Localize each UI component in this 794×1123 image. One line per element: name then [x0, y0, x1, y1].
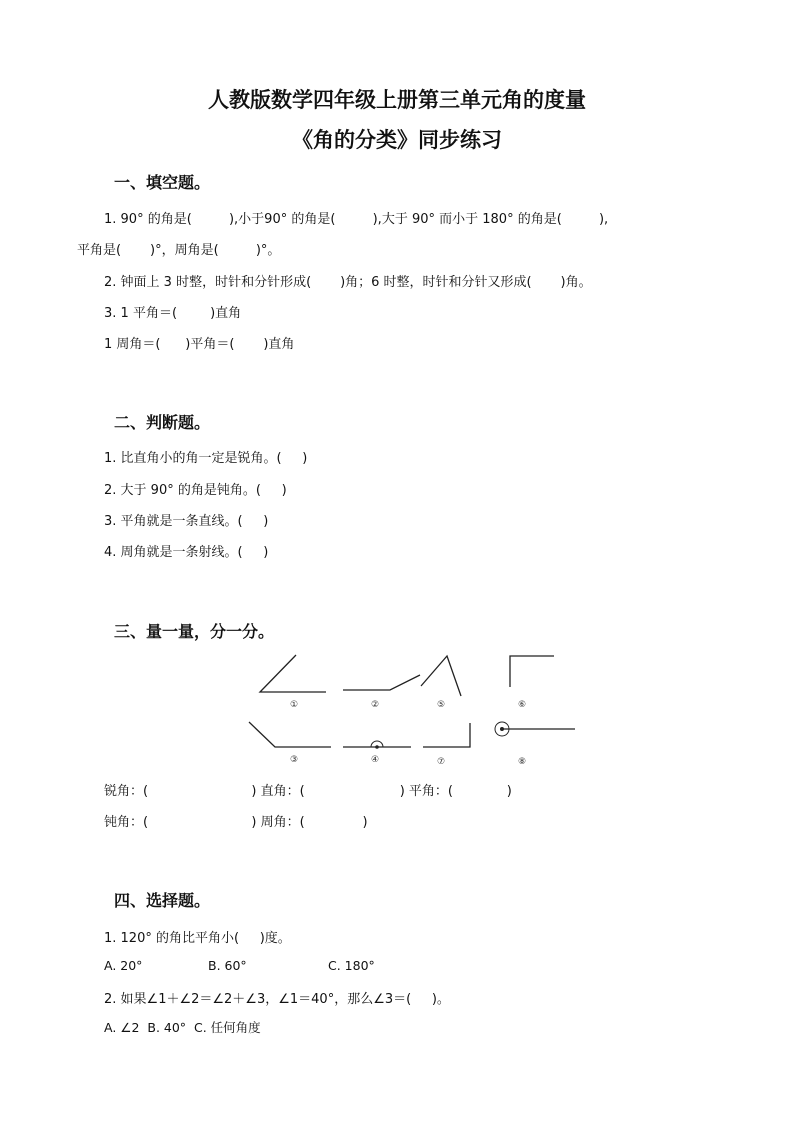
judge-item-4: 4. 周角就是一条射线。( ): [104, 545, 269, 560]
label-6: ⑥: [517, 700, 527, 710]
title-line-2: 《角的分类》同步练习: [292, 127, 502, 152]
angle-4-vertex: [375, 745, 379, 749]
label-5: ⑤: [436, 700, 446, 710]
judge-item-2: 2. 大于 90° 的角是钝角。( ): [104, 483, 287, 498]
choice-q1-option-a: A. 20°: [104, 958, 143, 973]
fill-q1-line2: 平角是( )°，周角是( )°。: [77, 243, 281, 258]
angle-8-vertex: [500, 727, 504, 731]
fill-q2: 2. 钟面上 3 时整，时针和分针形成( )角；6 时整，时针和分针又形成( )角。: [104, 275, 592, 290]
title-line-1: 人教版数学四年级上册第三单元角的度量: [208, 87, 586, 112]
judge-item-3: 3. 平角就是一条直线。( ): [104, 514, 269, 529]
choice-q1-option-b: B. 60°: [208, 958, 247, 973]
angle-6: [510, 656, 554, 687]
angle-5: [421, 656, 461, 696]
section-1-heading: 一、填空题。: [114, 173, 211, 192]
fill-q1-line1: 1. 90° 的角是( ),小于90° 的角是( ),大于 90° 而小于 180° 的角是( ),: [104, 212, 609, 227]
section-3-heading: 三、量一量，分一分。: [114, 622, 275, 641]
label-2: ②: [370, 700, 380, 710]
fill-q3-line1: 3. 1 平角＝( )直角: [104, 306, 242, 321]
section-2-heading: 二、判断题。: [114, 413, 211, 432]
angle-1: [260, 655, 326, 692]
choice-q2-options: A. ∠2 B. 40° C. 任何角度: [104, 1020, 261, 1035]
section-4-heading: 四、选择题。: [114, 891, 211, 910]
label-7: ⑦: [436, 757, 446, 767]
angle-7: [423, 723, 470, 747]
choice-q2: 2. 如果∠1＋∠2＝∠2＋∠3，∠1＝40°，那么∠3＝( )。: [104, 992, 450, 1007]
label-3: ③: [289, 755, 299, 765]
angle-3: [249, 722, 331, 747]
label-4: ④: [370, 755, 380, 765]
classify-row-2: 钝角：( ) 周角：( ): [104, 815, 368, 830]
fill-q3-line2: 1 周角＝( )平角＝( )直角: [104, 337, 295, 352]
classify-row-1: 锐角：( ) 直角：( ) 平角：( ): [104, 784, 512, 799]
judge-item-1: 1. 比直角小的角一定是锐角。( ): [104, 451, 308, 466]
angle-2: [343, 675, 420, 690]
label-1: ①: [289, 700, 299, 710]
choice-q1-option-c: C. 180°: [328, 958, 375, 973]
choice-q1: 1. 120° 的角比平角小( )度。: [104, 931, 291, 946]
label-8: ⑧: [517, 757, 527, 767]
